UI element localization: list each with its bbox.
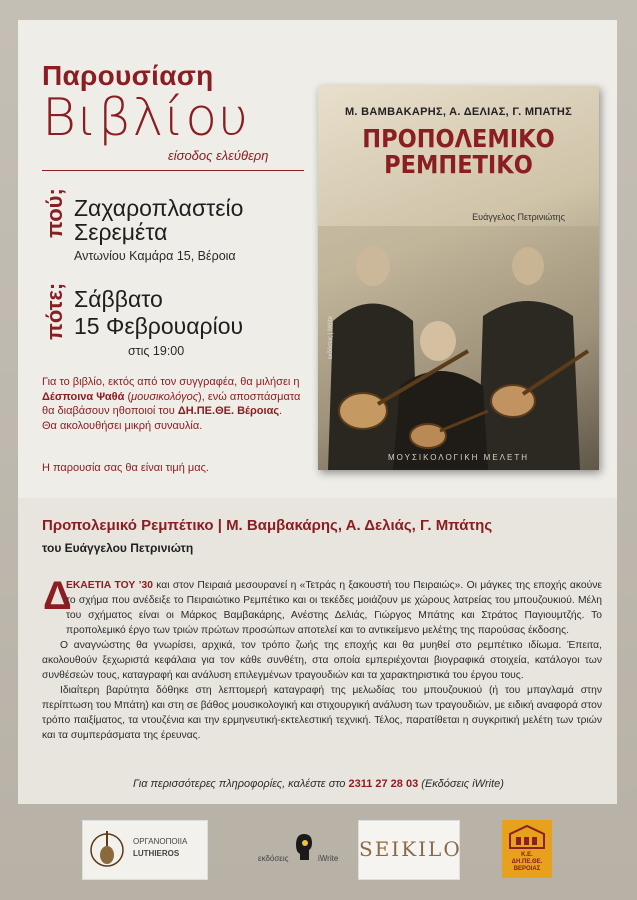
speaker-role: μουσικολόγος [131, 390, 199, 403]
book-subtitle: ΜΟΥΣΙΚΟΛΟΓΙΚΗ ΜΕΛΕΤΗ [387, 453, 529, 462]
book-title-line1: ΠΡΟΠΟΛΕΜΙΚΟ [362, 124, 555, 153]
venue-line2: Σερεμέτα [74, 219, 168, 245]
luthieros-emblem-icon [89, 827, 125, 873]
info-line [0, 778, 637, 790]
dipethe-line1: Κ.Ε. [521, 852, 533, 858]
iwrite-left-text: εκδόσεις [258, 854, 289, 863]
book-authors: Μ. ΒΑΜΒΑΚΑΡΗΣ, Α. ΔΕΛΙΑΣ, Γ. ΜΠΑΤΗΣ [344, 106, 573, 118]
article-paragraph-1 [42, 574, 602, 638]
venue-address: Αντωνίου Καμάρα 15, Βέροια [74, 249, 236, 263]
theatre-building-icon [502, 822, 552, 852]
article-heading: Προπολεμικό Ρεμπέτικο | Μ. Βαμβακάρης, Α. Δελιάς, Γ. Μπάτης [42, 517, 493, 534]
dipethe-line2: ΔΗ.ΠΕ.ΘΕ. [511, 859, 543, 865]
luthieros-line1: ΟΡΓΑΝΟΠΟΙΙΑ [133, 837, 188, 846]
iwrite-right-text: iWrite [318, 854, 339, 863]
event-day: Σάββατο [74, 286, 163, 312]
seikilo-text: SEIKILO [359, 837, 462, 861]
paragraph-1-text: και στον Πειραιά μεσουρανεί η «Τετράς η ξακουστή του Πειραιώς». Οι μάγκες της εποχής ακούνε το σχήμα που ανέδειξε το Πειραιώτικο Ρεμπέτικο και οι τεκέδες μοιάζουν με χώρους λατρείας του μπουζουκιού. Μέλη του σχήματος είναι οι Μάρκος Βαμβακάρης, Ανέστης Δελιάς, Γιώργος Μπάτης και Στράτος Παγιουμτζής. Το προπολεμικό έργο των τριών πρώτων προσώπων αποτελεί και το αντικείμενο μελέτης της παρούσας έκδοσης. [66, 580, 602, 636]
event-time: στις 19:00 [128, 344, 185, 358]
article-paragraph-3: Ιδιαίτερη βαρύτητα δόθηκε στη λεπτομερή καταγραφή της μελωδίας του μπουζουκιού (ή του μπαγλαμά στην περίπτωση του Μπάτη) και στη σε βάθος μουσικολογική και στιχουργική ανάλυση των τραγουδιών, με ειδική αναφορά στον τρόπο παιξίματος, τα ντουζένια και την ερμηνευτική-εκτελεστική τεχνική. Τέλος, παρατίθεται η συγκριτική μελέτη των τριών και τα συμπεράσματα της έρευνας. [42, 685, 602, 741]
intro-paragraph: Για το βιβλίο, εκτός από τον συγγραφέα, θα μιλήσει η Δέσποινα Ψαθά (μουσικολόγος), ενώ αποσπάσματα θα διαβάσουν ηθοποιοί του ΔΗ.ΠΕ.ΘΕ. Βέροιας. Θα ακολουθήσει μικρή συναυλία. [42, 376, 301, 432]
when-label: πότε; [42, 282, 67, 340]
iwrite-logo [258, 820, 348, 878]
luthieros-logo [82, 820, 208, 880]
article-body [42, 574, 602, 743]
info-text: Για περισσότερες πληροφορίες, καλέστε στο [133, 778, 349, 790]
theatre-name: ΔΗ.ΠΕ.ΘΕ. Βέροιας [177, 405, 280, 417]
lead-caps: ΕΚΑΕΤΙΑ ΤΟΥ ’30 [66, 580, 153, 591]
book-title [318, 126, 599, 178]
book-title-line2: ΡΕΜΠΕΤΙΚΟ [384, 150, 533, 179]
where-label: πού; [42, 188, 67, 238]
dipethe-line3: ΒΕΡΟΙΑΣ [513, 866, 541, 872]
luthieros-line2: LUTHIEROS [133, 849, 180, 858]
dipethe-logo [502, 820, 552, 878]
book-publisher-spine: εκδόσεις | iWrite [328, 316, 334, 359]
intro-text-2: , ενώ αποσπάσματα θα διαβάσουν ηθοποιοί του [42, 390, 301, 417]
info-suffix: (Εκδόσεις iWrite) [418, 778, 504, 790]
closing-line: Η παρουσία σας θα είναι τιμή μας. [42, 462, 209, 474]
book-cover [318, 86, 599, 470]
sponsor-logos [18, 806, 617, 884]
title-book: Βιβλίου [42, 88, 250, 148]
title-divider [42, 170, 304, 171]
event-date: 15 Φεβρουαρίου [74, 313, 244, 339]
venue-line1: Ζαχαροπλαστείο [74, 195, 244, 221]
title-presentation: Παρουσίαση [42, 60, 214, 91]
phone-number: 2311 27 28 03 [348, 778, 419, 790]
intro-text-1: Για το βιβλίο, εκτός από τον συγγραφέα, θα μιλήσει η [42, 376, 300, 388]
musicians-photo [318, 226, 599, 470]
free-entry-text: είσοδος ελεύθερη [168, 148, 269, 163]
dipethe-text [502, 852, 552, 873]
drop-cap: Δ [43, 574, 72, 618]
seikilo-logo [358, 820, 460, 880]
book-author: Ευάγγελος Πετρινιώτης [472, 212, 565, 222]
head-silhouette-icon [294, 832, 314, 862]
intro-text-3: Θα ακολουθήσει μικρή συναυλία. [42, 419, 203, 432]
speaker-name: Δέσποινα Ψαθά [42, 390, 125, 403]
article-byline: του Ευάγγελου Πετρινιώτη [42, 541, 194, 555]
article-paragraph-2: Ο αναγνώστης θα γνωρίσει, αρχικά, τον τρόπο ζωής της εποχής και θα μυηθεί στο ρεμπέτικο ιδίωμα. Έπειτα, ακολουθούν ξεχωριστά κεφάλαια για τον κάθε συνθέτη, στα οποία εμπεριέχονται βιογραφικά στοιχεία, κατάλογοι των συνθέσεών τους, καταγραφή και ανάλυση επιλεγμένων τραγουδιών και τα χαρακτηριστικά του έργου τους. [42, 640, 602, 681]
